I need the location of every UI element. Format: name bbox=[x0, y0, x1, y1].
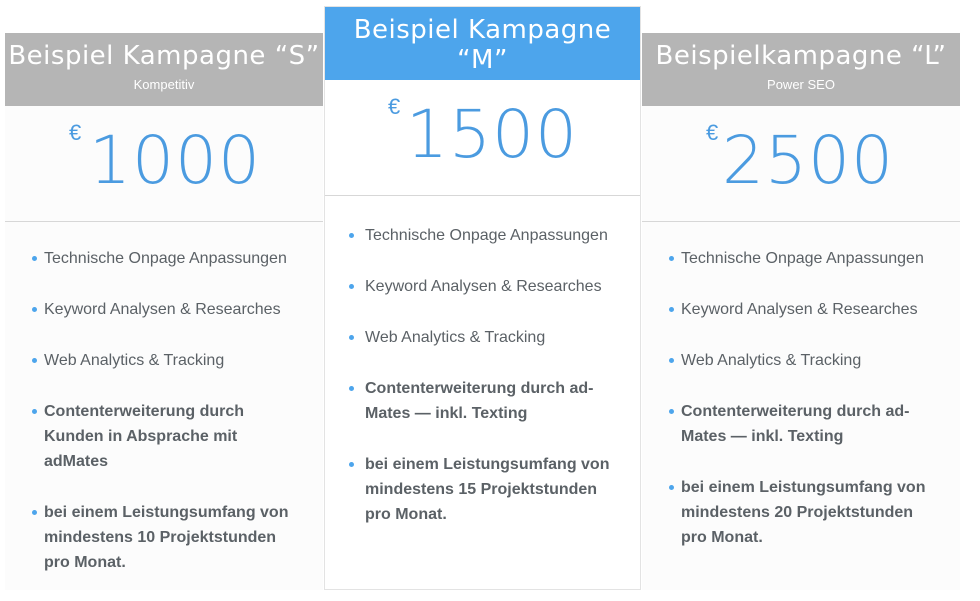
feature-text: Technische Onpage Anpassungen bbox=[44, 250, 287, 267]
pricing-card-m bbox=[324, 6, 641, 590]
bullet-icon bbox=[669, 307, 674, 312]
bullet-icon bbox=[669, 409, 674, 414]
feature-item bbox=[642, 297, 960, 322]
plan-subtitle: Hoch Kompetitiv bbox=[435, 81, 530, 96]
feature-item bbox=[5, 500, 323, 575]
plan-title: Beispiel Kampagne “M” bbox=[353, 15, 612, 75]
price-amount: 1500 bbox=[406, 96, 578, 173]
price-box bbox=[642, 106, 960, 222]
bullet-icon bbox=[349, 462, 354, 467]
feature-text: bei einem Leistungsumfang von mindestens 20 Projektstunden pro Monat. bbox=[681, 479, 926, 546]
feature-text: bei einem Leistungsumfang von mindestens 15 Projektstunden pro Monat. bbox=[365, 456, 610, 523]
feature-list bbox=[325, 223, 640, 553]
pricing-card-l bbox=[642, 33, 960, 590]
feature-list bbox=[5, 246, 323, 601]
feature-item bbox=[325, 274, 640, 299]
bullet-icon bbox=[349, 233, 354, 238]
price-amount: 1000 bbox=[89, 122, 261, 199]
feature-item bbox=[642, 348, 960, 373]
bullet-icon bbox=[669, 256, 674, 261]
pricing-card-header bbox=[325, 7, 640, 96]
feature-item bbox=[325, 325, 640, 350]
bullet-icon bbox=[349, 284, 354, 289]
pricing-card-header bbox=[642, 33, 960, 106]
plan-subtitle: Power SEO bbox=[767, 77, 835, 92]
feature-item bbox=[5, 246, 323, 271]
plan-title: Beispielkampagne “L” bbox=[655, 41, 947, 71]
feature-item bbox=[642, 399, 960, 449]
feature-item bbox=[325, 376, 640, 426]
feature-text: Web Analytics & Tracking bbox=[365, 329, 546, 346]
feature-text: Web Analytics & Tracking bbox=[44, 352, 225, 369]
plan-title: Beispiel Kampagne “S” bbox=[8, 41, 320, 71]
feature-item bbox=[5, 348, 323, 373]
bullet-icon bbox=[349, 386, 354, 391]
bullet-icon bbox=[669, 485, 674, 490]
feature-text: Technische Onpage Anpassungen bbox=[365, 227, 608, 244]
feature-text: Keyword Analysen & Researches bbox=[365, 278, 602, 295]
pricing-card-header bbox=[5, 33, 323, 106]
feature-item bbox=[5, 297, 323, 322]
currency-symbol: € bbox=[706, 120, 719, 145]
bullet-icon bbox=[32, 409, 37, 414]
feature-list bbox=[642, 246, 960, 576]
bullet-icon bbox=[349, 335, 354, 340]
feature-item bbox=[325, 452, 640, 527]
price-box bbox=[325, 80, 640, 196]
feature-text: Contenterweiterung durch adMates — inkl. Texting bbox=[681, 403, 910, 445]
feature-text: Contenterweiterung durch adMates — inkl. Texting bbox=[365, 380, 594, 422]
currency-symbol: € bbox=[388, 94, 401, 119]
price-amount: 2500 bbox=[722, 122, 894, 199]
feature-text: bei einem Leistungsumfang von mindestens 10 Projektstunden pro Monat. bbox=[44, 504, 289, 571]
feature-text: Keyword Analysen & Researches bbox=[44, 301, 281, 318]
pricing-card-s bbox=[5, 33, 323, 590]
bullet-icon bbox=[32, 358, 37, 363]
feature-item bbox=[325, 223, 640, 248]
price-box bbox=[5, 106, 323, 222]
feature-item bbox=[5, 399, 323, 474]
bullet-icon bbox=[32, 256, 37, 261]
feature-text: Web Analytics & Tracking bbox=[681, 352, 862, 369]
currency-symbol: € bbox=[69, 120, 82, 145]
feature-text: Technische Onpage Anpassungen bbox=[681, 250, 924, 267]
feature-text: Keyword Analysen & Researches bbox=[681, 301, 918, 318]
feature-item bbox=[642, 475, 960, 550]
plan-subtitle: Kompetitiv bbox=[133, 77, 195, 92]
bullet-icon bbox=[32, 307, 37, 312]
feature-item bbox=[642, 246, 960, 271]
bullet-icon bbox=[32, 510, 37, 515]
feature-text: Contenterweiterung durch Kunden in Absprache mit adMates bbox=[44, 403, 245, 470]
bullet-icon bbox=[669, 358, 674, 363]
